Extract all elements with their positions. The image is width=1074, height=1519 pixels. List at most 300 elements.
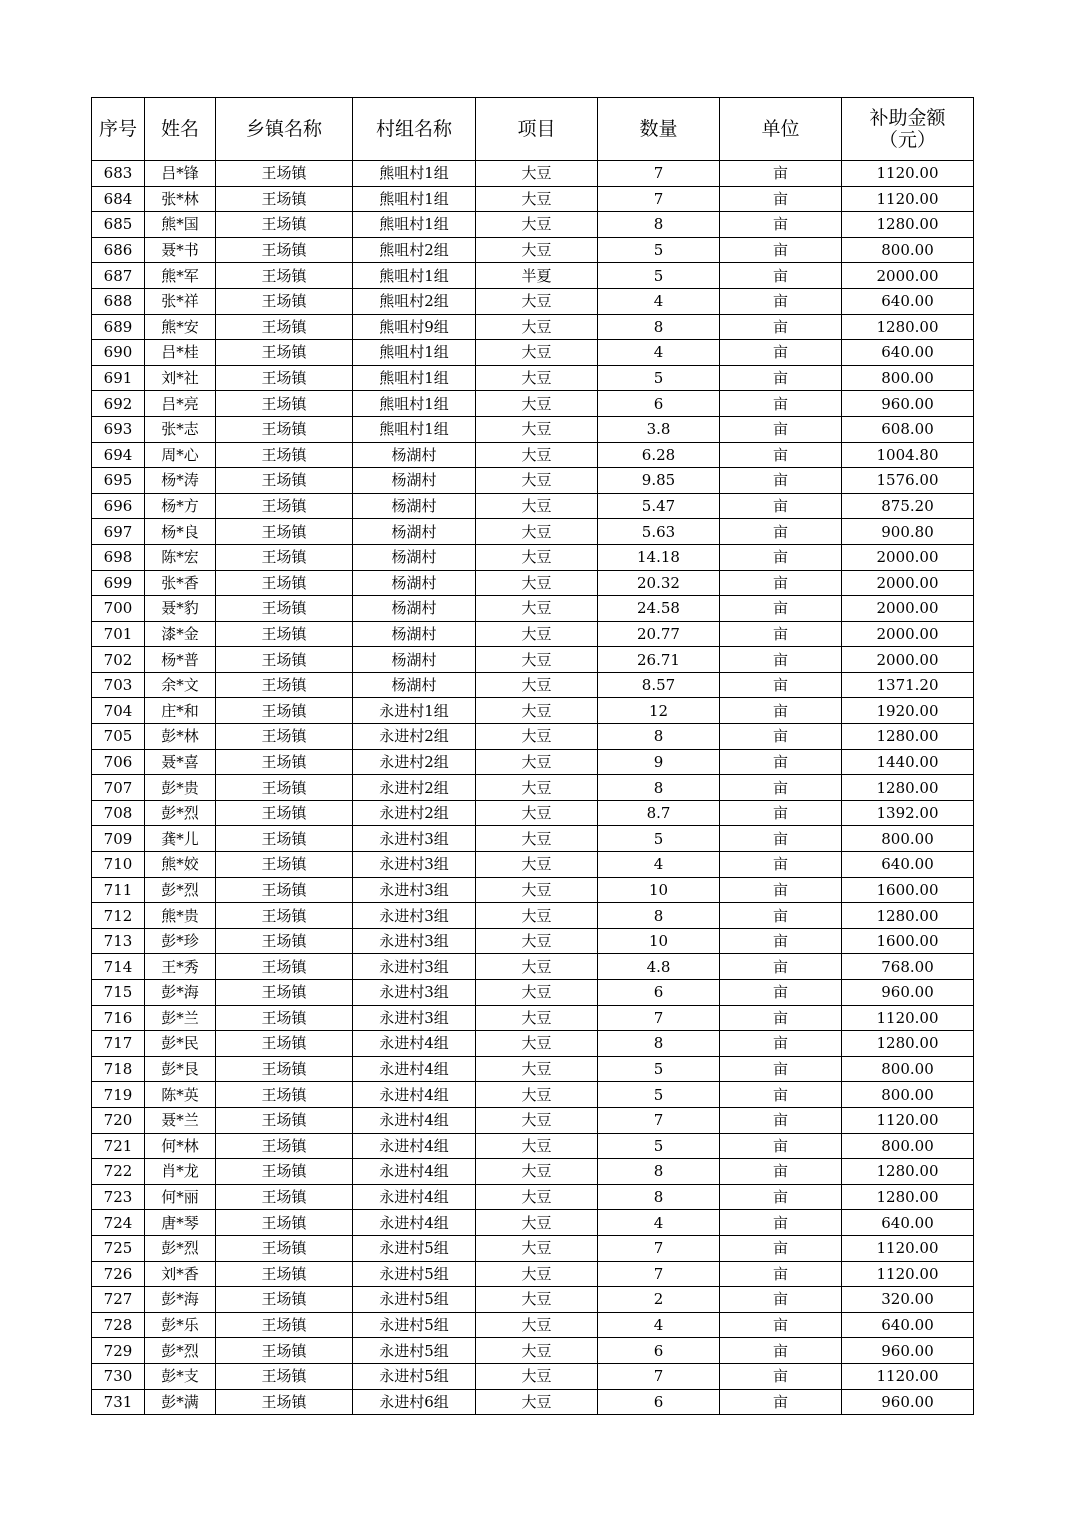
seq-cell: 721 <box>92 1133 145 1159</box>
seq-cell: 697 <box>92 519 145 545</box>
town-cell: 王场镇 <box>216 1031 353 1057</box>
table-row <box>92 570 974 596</box>
unit-cell: 亩 <box>720 468 842 494</box>
village-cell: 杨湖村 <box>353 544 476 570</box>
amount-cell: 640.00 <box>842 1210 974 1236</box>
item-cell: 大豆 <box>476 416 598 442</box>
village-cell: 永进村2组 <box>353 724 476 750</box>
item-cell: 大豆 <box>476 647 598 673</box>
qty-cell: 4 <box>598 340 720 366</box>
qty-cell: 7 <box>598 1363 720 1389</box>
name-cell: 聂*豹 <box>145 596 216 622</box>
amount-cell: 1280.00 <box>842 903 974 929</box>
item-cell: 大豆 <box>476 1082 598 1108</box>
unit-cell: 亩 <box>720 1056 842 1082</box>
village-cell: 熊咀村1组 <box>353 416 476 442</box>
qty-cell: 26.71 <box>598 647 720 673</box>
table-row <box>92 1107 974 1133</box>
qty-cell: 8 <box>598 1031 720 1057</box>
amount-cell: 1004.80 <box>842 442 974 468</box>
seq-cell: 706 <box>92 749 145 775</box>
unit-cell: 亩 <box>720 903 842 929</box>
table-row <box>92 519 974 545</box>
unit-cell: 亩 <box>720 672 842 698</box>
qty-cell: 9.85 <box>598 468 720 494</box>
village-cell: 永进村3组 <box>353 1005 476 1031</box>
amount-cell: 1280.00 <box>842 724 974 750</box>
table-row <box>92 186 974 212</box>
table-row <box>92 1031 974 1057</box>
item-cell: 大豆 <box>476 1184 598 1210</box>
town-cell: 王场镇 <box>216 1287 353 1313</box>
qty-cell: 20.32 <box>598 570 720 596</box>
item-cell: 大豆 <box>476 212 598 238</box>
seq-cell: 717 <box>92 1031 145 1057</box>
amount-cell: 875.20 <box>842 493 974 519</box>
town-cell: 王场镇 <box>216 1363 353 1389</box>
seq-cell: 703 <box>92 672 145 698</box>
amount-cell: 2000.00 <box>842 263 974 289</box>
header-item: 项目 <box>476 98 598 161</box>
table-row <box>92 698 974 724</box>
qty-cell: 2 <box>598 1287 720 1313</box>
town-cell: 王场镇 <box>216 621 353 647</box>
name-cell: 肖*龙 <box>145 1159 216 1185</box>
town-cell: 王场镇 <box>216 468 353 494</box>
amount-cell: 800.00 <box>842 1133 974 1159</box>
seq-cell: 707 <box>92 775 145 801</box>
seq-cell: 698 <box>92 544 145 570</box>
name-cell: 熊*安 <box>145 314 216 340</box>
amount-cell: 900.80 <box>842 519 974 545</box>
qty-cell: 8 <box>598 775 720 801</box>
unit-cell: 亩 <box>720 212 842 238</box>
amount-cell: 1280.00 <box>842 212 974 238</box>
town-cell: 王场镇 <box>216 544 353 570</box>
amount-cell: 768.00 <box>842 954 974 980</box>
qty-cell: 6 <box>598 1338 720 1364</box>
amount-cell: 960.00 <box>842 980 974 1006</box>
seq-cell: 710 <box>92 852 145 878</box>
qty-cell: 6 <box>598 391 720 417</box>
name-cell: 杨*良 <box>145 519 216 545</box>
amount-cell: 640.00 <box>842 340 974 366</box>
name-cell: 聂*喜 <box>145 749 216 775</box>
village-cell: 永进村6组 <box>353 1389 476 1415</box>
amount-cell: 1600.00 <box>842 877 974 903</box>
subsidy-table <box>91 97 974 1415</box>
table-row <box>92 980 974 1006</box>
name-cell: 吕*桂 <box>145 340 216 366</box>
unit-cell: 亩 <box>720 980 842 1006</box>
amount-cell: 1120.00 <box>842 186 974 212</box>
table-row <box>92 852 974 878</box>
town-cell: 王场镇 <box>216 340 353 366</box>
item-cell: 大豆 <box>476 621 598 647</box>
village-cell: 杨湖村 <box>353 672 476 698</box>
item-cell: 大豆 <box>476 391 598 417</box>
village-cell: 永进村3组 <box>353 928 476 954</box>
seq-cell: 729 <box>92 1338 145 1364</box>
village-cell: 熊咀村1组 <box>353 212 476 238</box>
seq-cell: 712 <box>92 903 145 929</box>
name-cell: 龚*儿 <box>145 826 216 852</box>
unit-cell: 亩 <box>720 1363 842 1389</box>
seq-cell: 719 <box>92 1082 145 1108</box>
table-row <box>92 365 974 391</box>
seq-cell: 695 <box>92 468 145 494</box>
name-cell: 彭*乐 <box>145 1312 216 1338</box>
table-row <box>92 1338 974 1364</box>
unit-cell: 亩 <box>720 1031 842 1057</box>
name-cell: 张*祥 <box>145 288 216 314</box>
table-row <box>92 1159 974 1185</box>
seq-cell: 687 <box>92 263 145 289</box>
qty-cell: 7 <box>598 1261 720 1287</box>
seq-cell: 688 <box>92 288 145 314</box>
item-cell: 大豆 <box>476 314 598 340</box>
qty-cell: 20.77 <box>598 621 720 647</box>
item-cell: 大豆 <box>476 442 598 468</box>
amount-cell: 1120.00 <box>842 1235 974 1261</box>
unit-cell: 亩 <box>720 775 842 801</box>
item-cell: 大豆 <box>476 954 598 980</box>
table-row <box>92 1287 974 1313</box>
header-unit: 单位 <box>720 98 842 161</box>
name-cell: 熊*军 <box>145 263 216 289</box>
unit-cell: 亩 <box>720 1133 842 1159</box>
seq-cell: 725 <box>92 1235 145 1261</box>
village-cell: 熊咀村1组 <box>353 161 476 187</box>
seq-cell: 718 <box>92 1056 145 1082</box>
item-cell: 大豆 <box>476 1287 598 1313</box>
table-row <box>92 237 974 263</box>
amount-cell: 640.00 <box>842 1312 974 1338</box>
town-cell: 王场镇 <box>216 288 353 314</box>
item-cell: 大豆 <box>476 570 598 596</box>
qty-cell: 5 <box>598 1082 720 1108</box>
amount-cell: 1120.00 <box>842 1107 974 1133</box>
village-cell: 永进村5组 <box>353 1287 476 1313</box>
village-cell: 熊咀村2组 <box>353 237 476 263</box>
table-row <box>92 928 974 954</box>
town-cell: 王场镇 <box>216 1184 353 1210</box>
town-cell: 王场镇 <box>216 1159 353 1185</box>
amount-cell: 2000.00 <box>842 621 974 647</box>
amount-cell: 800.00 <box>842 826 974 852</box>
item-cell: 大豆 <box>476 749 598 775</box>
amount-cell: 960.00 <box>842 391 974 417</box>
item-cell: 大豆 <box>476 698 598 724</box>
town-cell: 王场镇 <box>216 1210 353 1236</box>
seq-cell: 724 <box>92 1210 145 1236</box>
unit-cell: 亩 <box>720 237 842 263</box>
name-cell: 彭*满 <box>145 1389 216 1415</box>
village-cell: 永进村2组 <box>353 775 476 801</box>
item-cell: 大豆 <box>476 288 598 314</box>
item-cell: 大豆 <box>476 544 598 570</box>
amount-cell: 1440.00 <box>842 749 974 775</box>
town-cell: 王场镇 <box>216 519 353 545</box>
unit-cell: 亩 <box>720 800 842 826</box>
unit-cell: 亩 <box>720 365 842 391</box>
name-cell: 彭*海 <box>145 980 216 1006</box>
town-cell: 王场镇 <box>216 749 353 775</box>
town-cell: 王场镇 <box>216 1133 353 1159</box>
unit-cell: 亩 <box>720 544 842 570</box>
unit-cell: 亩 <box>720 493 842 519</box>
unit-cell: 亩 <box>720 186 842 212</box>
item-cell: 大豆 <box>476 724 598 750</box>
unit-cell: 亩 <box>720 161 842 187</box>
item-cell: 大豆 <box>476 1261 598 1287</box>
name-cell: 熊*姣 <box>145 852 216 878</box>
amount-cell: 1280.00 <box>842 1184 974 1210</box>
seq-cell: 685 <box>92 212 145 238</box>
town-cell: 王场镇 <box>216 1261 353 1287</box>
town-cell: 王场镇 <box>216 1389 353 1415</box>
item-cell: 大豆 <box>476 775 598 801</box>
header-amount-line2: （元） <box>878 129 936 151</box>
amount-cell: 2000.00 <box>842 544 974 570</box>
qty-cell: 4 <box>598 288 720 314</box>
table-row <box>92 340 974 366</box>
item-cell: 大豆 <box>476 903 598 929</box>
qty-cell: 5.47 <box>598 493 720 519</box>
table-row <box>92 672 974 698</box>
item-cell: 大豆 <box>476 928 598 954</box>
qty-cell: 8 <box>598 1184 720 1210</box>
header-amount-line1: 补助金额 <box>869 107 946 129</box>
table-row <box>92 468 974 494</box>
item-cell: 大豆 <box>476 800 598 826</box>
item-cell: 大豆 <box>476 1210 598 1236</box>
town-cell: 王场镇 <box>216 775 353 801</box>
village-cell: 永进村4组 <box>353 1184 476 1210</box>
village-cell: 永进村3组 <box>353 903 476 929</box>
seq-cell: 716 <box>92 1005 145 1031</box>
qty-cell: 5 <box>598 263 720 289</box>
qty-cell: 8 <box>598 212 720 238</box>
unit-cell: 亩 <box>720 288 842 314</box>
table-row <box>92 1389 974 1415</box>
town-cell: 王场镇 <box>216 493 353 519</box>
town-cell: 王场镇 <box>216 1107 353 1133</box>
seq-cell: 701 <box>92 621 145 647</box>
unit-cell: 亩 <box>720 416 842 442</box>
unit-cell: 亩 <box>720 826 842 852</box>
qty-cell: 8 <box>598 903 720 929</box>
seq-cell: 705 <box>92 724 145 750</box>
qty-cell: 7 <box>598 1235 720 1261</box>
table-row <box>92 314 974 340</box>
qty-cell: 24.58 <box>598 596 720 622</box>
village-cell: 永进村5组 <box>353 1338 476 1364</box>
seq-cell: 692 <box>92 391 145 417</box>
unit-cell: 亩 <box>720 1235 842 1261</box>
village-cell: 永进村2组 <box>353 800 476 826</box>
qty-cell: 8.57 <box>598 672 720 698</box>
header-amount <box>842 98 974 161</box>
unit-cell: 亩 <box>720 852 842 878</box>
qty-cell: 4 <box>598 852 720 878</box>
header-row <box>92 98 974 161</box>
town-cell: 王场镇 <box>216 1338 353 1364</box>
unit-cell: 亩 <box>720 954 842 980</box>
amount-cell: 2000.00 <box>842 596 974 622</box>
village-cell: 永进村4组 <box>353 1107 476 1133</box>
unit-cell: 亩 <box>720 519 842 545</box>
amount-cell: 1280.00 <box>842 314 974 340</box>
table-row <box>92 391 974 417</box>
village-cell: 熊咀村1组 <box>353 263 476 289</box>
name-cell: 吕*亮 <box>145 391 216 417</box>
amount-cell: 1576.00 <box>842 468 974 494</box>
village-cell: 杨湖村 <box>353 519 476 545</box>
table-row <box>92 596 974 622</box>
amount-cell: 1371.20 <box>842 672 974 698</box>
village-cell: 永进村4组 <box>353 1210 476 1236</box>
amount-cell: 800.00 <box>842 365 974 391</box>
village-cell: 永进村2组 <box>353 749 476 775</box>
item-cell: 大豆 <box>476 1389 598 1415</box>
table-row <box>92 1056 974 1082</box>
item-cell: 大豆 <box>476 596 598 622</box>
item-cell: 大豆 <box>476 1312 598 1338</box>
seq-cell: 713 <box>92 928 145 954</box>
amount-cell: 1600.00 <box>842 928 974 954</box>
name-cell: 刘*社 <box>145 365 216 391</box>
name-cell: 王*秀 <box>145 954 216 980</box>
qty-cell: 5 <box>598 1133 720 1159</box>
amount-cell: 320.00 <box>842 1287 974 1313</box>
unit-cell: 亩 <box>720 1159 842 1185</box>
table-row <box>92 775 974 801</box>
village-cell: 永进村3组 <box>353 954 476 980</box>
seq-cell: 699 <box>92 570 145 596</box>
unit-cell: 亩 <box>720 1210 842 1236</box>
table-row <box>92 1005 974 1031</box>
unit-cell: 亩 <box>720 340 842 366</box>
village-cell: 永进村5组 <box>353 1363 476 1389</box>
name-cell: 彭*兰 <box>145 1005 216 1031</box>
item-cell: 大豆 <box>476 826 598 852</box>
seq-cell: 731 <box>92 1389 145 1415</box>
item-cell: 大豆 <box>476 493 598 519</box>
amount-cell: 1120.00 <box>842 1363 974 1389</box>
qty-cell: 4 <box>598 1312 720 1338</box>
qty-cell: 8 <box>598 314 720 340</box>
town-cell: 王场镇 <box>216 161 353 187</box>
amount-cell: 640.00 <box>842 288 974 314</box>
table-row <box>92 954 974 980</box>
town-cell: 王场镇 <box>216 596 353 622</box>
village-cell: 熊咀村1组 <box>353 391 476 417</box>
name-cell: 彭*林 <box>145 724 216 750</box>
qty-cell: 8 <box>598 1159 720 1185</box>
table-row <box>92 416 974 442</box>
item-cell: 大豆 <box>476 1133 598 1159</box>
town-cell: 王场镇 <box>216 263 353 289</box>
town-cell: 王场镇 <box>216 391 353 417</box>
seq-cell: 715 <box>92 980 145 1006</box>
town-cell: 王场镇 <box>216 1235 353 1261</box>
amount-cell: 800.00 <box>842 237 974 263</box>
village-cell: 永进村3组 <box>353 826 476 852</box>
name-cell: 彭*烈 <box>145 800 216 826</box>
seq-cell: 728 <box>92 1312 145 1338</box>
header-name: 姓名 <box>145 98 216 161</box>
seq-cell: 691 <box>92 365 145 391</box>
header-village: 村组名称 <box>353 98 476 161</box>
seq-cell: 694 <box>92 442 145 468</box>
name-cell: 唐*琴 <box>145 1210 216 1236</box>
unit-cell: 亩 <box>720 1389 842 1415</box>
amount-cell: 608.00 <box>842 416 974 442</box>
village-cell: 杨湖村 <box>353 621 476 647</box>
unit-cell: 亩 <box>720 877 842 903</box>
unit-cell: 亩 <box>720 1005 842 1031</box>
table-row <box>92 724 974 750</box>
unit-cell: 亩 <box>720 1287 842 1313</box>
village-cell: 熊咀村1组 <box>353 365 476 391</box>
name-cell: 聂*兰 <box>145 1107 216 1133</box>
qty-cell: 8 <box>598 724 720 750</box>
item-cell: 大豆 <box>476 365 598 391</box>
village-cell: 永进村5组 <box>353 1235 476 1261</box>
village-cell: 杨湖村 <box>353 493 476 519</box>
qty-cell: 5 <box>598 826 720 852</box>
town-cell: 王场镇 <box>216 237 353 263</box>
qty-cell: 7 <box>598 1107 720 1133</box>
header-qty: 数量 <box>598 98 720 161</box>
seq-cell: 684 <box>92 186 145 212</box>
unit-cell: 亩 <box>720 442 842 468</box>
name-cell: 陈*宏 <box>145 544 216 570</box>
village-cell: 永进村4组 <box>353 1031 476 1057</box>
item-cell: 大豆 <box>476 468 598 494</box>
name-cell: 余*文 <box>145 672 216 698</box>
table-row <box>92 1082 974 1108</box>
village-cell: 永进村4组 <box>353 1056 476 1082</box>
table-row <box>92 800 974 826</box>
amount-cell: 1280.00 <box>842 775 974 801</box>
item-cell: 大豆 <box>476 877 598 903</box>
qty-cell: 7 <box>598 186 720 212</box>
town-cell: 王场镇 <box>216 800 353 826</box>
village-cell: 熊咀村9组 <box>353 314 476 340</box>
town-cell: 王场镇 <box>216 877 353 903</box>
table-row <box>92 442 974 468</box>
name-cell: 吕*锋 <box>145 161 216 187</box>
qty-cell: 4.8 <box>598 954 720 980</box>
unit-cell: 亩 <box>720 1107 842 1133</box>
amount-cell: 2000.00 <box>842 570 974 596</box>
unit-cell: 亩 <box>720 724 842 750</box>
qty-cell: 5 <box>598 237 720 263</box>
village-cell: 杨湖村 <box>353 570 476 596</box>
item-cell: 大豆 <box>476 1363 598 1389</box>
item-cell: 大豆 <box>476 1107 598 1133</box>
village-cell: 永进村4组 <box>353 1133 476 1159</box>
unit-cell: 亩 <box>720 647 842 673</box>
qty-cell: 8.7 <box>598 800 720 826</box>
name-cell: 彭*民 <box>145 1031 216 1057</box>
qty-cell: 6 <box>598 1389 720 1415</box>
town-cell: 王场镇 <box>216 954 353 980</box>
unit-cell: 亩 <box>720 1338 842 1364</box>
seq-cell: 722 <box>92 1159 145 1185</box>
